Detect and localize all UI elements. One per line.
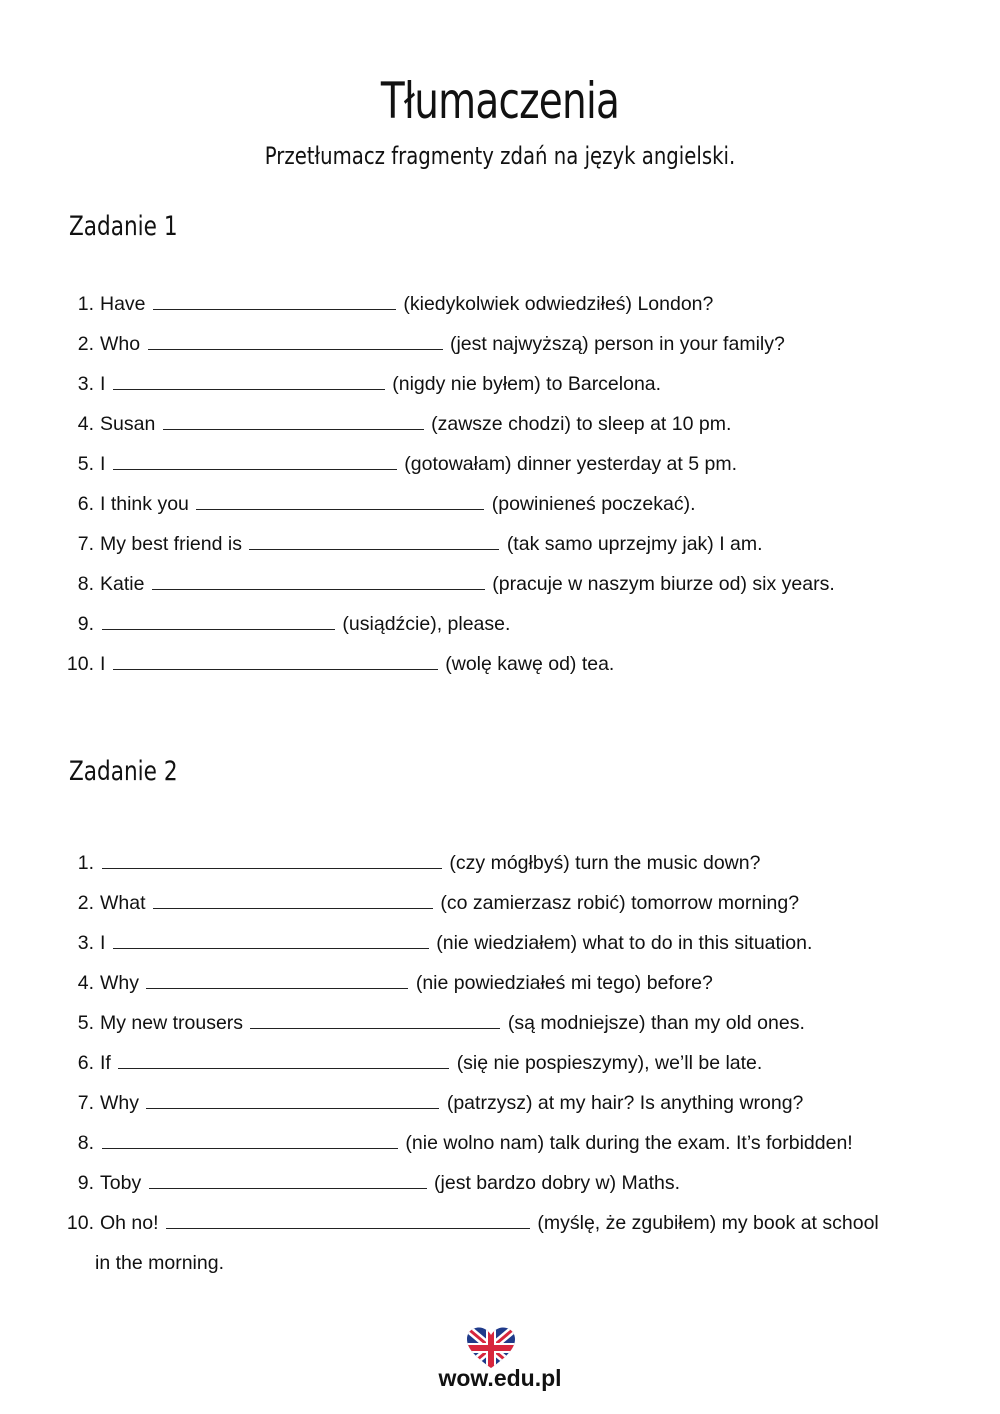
- exercise-item: [0, 404, 1000, 444]
- item-number: 8.: [77, 573, 94, 595]
- exercise-item: [0, 564, 1000, 604]
- sentence-end: (patrzysz) at my hair? Is anything wrong?: [446, 1092, 804, 1114]
- item-number: 9.: [77, 613, 94, 635]
- answer-blank[interactable]: [250, 1027, 500, 1029]
- exercise-item: [0, 524, 1000, 564]
- sentence-start: I: [100, 653, 106, 675]
- item-sentence: [95, 1203, 935, 1283]
- item-number: 7.: [77, 1092, 94, 1114]
- sentence-end: (nie powiedziałeś mi tego) before?: [415, 972, 713, 994]
- sentence-start: Who: [100, 333, 141, 355]
- sentence-start: I: [100, 453, 106, 475]
- sentence-end: (jest najwyższą) person in your family?: [449, 333, 785, 355]
- exercise-item: [0, 1203, 1000, 1283]
- item-sentence: [100, 324, 785, 364]
- exercise-item: [0, 644, 1000, 684]
- sentence-start: Why: [100, 972, 139, 994]
- item-number: 4.: [77, 972, 94, 994]
- sentence-end: (się nie pospieszymy), we’ll be late.: [456, 1052, 763, 1074]
- answer-blank[interactable]: [196, 508, 484, 510]
- item-number: 1.: [77, 293, 94, 315]
- item-sentence: [100, 1123, 853, 1163]
- item-sentence: [100, 484, 696, 524]
- sentence-start: Oh no!: [100, 1212, 159, 1234]
- item-number: 1.: [77, 852, 94, 874]
- item-number: 10.: [66, 653, 94, 675]
- item-sentence: [100, 444, 737, 484]
- item-sentence: [100, 963, 713, 1003]
- sentence-end: (wolę kawę od) tea.: [445, 653, 615, 675]
- item-number: 6.: [77, 1052, 94, 1074]
- item-number: 9.: [77, 1172, 94, 1194]
- exercise-item: [0, 604, 1000, 644]
- exercise-item: [0, 444, 1000, 484]
- item-sentence: [100, 364, 661, 404]
- page-subtitle: Przetłumacz fragmenty zdań na język angielski.: [264, 142, 736, 170]
- sentence-start: My best friend is: [100, 533, 242, 555]
- answer-blank[interactable]: [113, 947, 429, 949]
- exercise-item: [0, 1003, 1000, 1043]
- answer-blank[interactable]: [149, 1187, 427, 1189]
- sentence-end: (pracuje w naszym biurze od) six years.: [492, 573, 835, 595]
- sentence-end: (nigdy nie byłem) to Barcelona.: [392, 373, 662, 395]
- exercise-1-list: [0, 284, 1000, 684]
- exercise-item: [0, 284, 1000, 324]
- sentence-end: (są modniejsze) than my old ones.: [507, 1012, 805, 1034]
- item-sentence: [100, 1043, 762, 1083]
- exercise-item: [0, 484, 1000, 524]
- answer-blank[interactable]: [113, 388, 385, 390]
- sentence-end: (nie wiedziałem) what to do in this situation.: [436, 932, 813, 954]
- sentence-end: (zawsze chodzi) to sleep at 10 pm.: [431, 413, 732, 435]
- item-sentence: [100, 604, 510, 644]
- answer-blank[interactable]: [102, 867, 442, 869]
- exercise-item: [0, 963, 1000, 1003]
- answer-blank[interactable]: [249, 548, 499, 550]
- answer-blank[interactable]: [102, 628, 335, 630]
- answer-blank[interactable]: [113, 668, 438, 670]
- answer-blank[interactable]: [153, 308, 396, 310]
- exercise-2-heading: Zadanie 2: [69, 756, 178, 787]
- item-sentence: [100, 883, 799, 923]
- sentence-end: (tak samo uprzejmy jak) I am.: [506, 533, 763, 555]
- answer-blank[interactable]: [146, 987, 408, 989]
- item-number: 10.: [66, 1212, 94, 1234]
- item-sentence: [100, 923, 812, 963]
- sentence-start: I: [100, 932, 106, 954]
- exercise-item: [0, 364, 1000, 404]
- sentence-start: Toby: [100, 1172, 142, 1194]
- sentence-end: (czy mógłbyś) turn the music down?: [449, 852, 761, 874]
- item-number: 4.: [77, 413, 94, 435]
- sentence-end: (powinieneś poczekać).: [491, 493, 696, 515]
- answer-blank[interactable]: [148, 348, 443, 350]
- page-title: Tłumaczenia: [380, 72, 620, 130]
- sentence-start: Have: [100, 293, 146, 315]
- exercise-item: [0, 1083, 1000, 1123]
- sentence-start: Why: [100, 1092, 139, 1114]
- item-number: 2.: [77, 333, 94, 355]
- answer-blank[interactable]: [163, 428, 424, 430]
- item-number: 5.: [77, 1012, 94, 1034]
- item-number: 3.: [77, 373, 94, 395]
- answer-blank[interactable]: [166, 1227, 530, 1229]
- item-sentence: [100, 284, 713, 324]
- sentence-end: (gotowałam) dinner yesterday at 5 pm.: [404, 453, 738, 475]
- item-sentence: [100, 564, 835, 604]
- item-number: 6.: [77, 493, 94, 515]
- sentence-end: (kiedykolwiek odwiedziłeś) London?: [403, 293, 714, 315]
- sentence-continuation: in the morning.: [95, 1252, 224, 1274]
- answer-blank[interactable]: [152, 588, 485, 590]
- item-number: 8.: [77, 1132, 94, 1154]
- sentence-start: I: [100, 373, 106, 395]
- item-sentence: [100, 404, 731, 444]
- item-sentence: [100, 1163, 680, 1203]
- exercise-1-heading: Zadanie 1: [69, 211, 178, 242]
- exercise-item: [0, 883, 1000, 923]
- sentence-start: My new trousers: [100, 1012, 244, 1034]
- exercise-item: [0, 1163, 1000, 1203]
- sentence-start: Katie: [100, 573, 145, 595]
- item-sentence: [100, 843, 760, 883]
- answer-blank[interactable]: [153, 907, 433, 909]
- sentence-end: (usiądźcie), please.: [342, 613, 511, 635]
- sentence-end: (nie wolno nam) talk during the exam. It’s forbidden!: [405, 1132, 853, 1154]
- sentence-start: Susan: [100, 413, 156, 435]
- sentence-end: (myślę, że zgubiłem) my book at school: [537, 1212, 879, 1234]
- item-number: 5.: [77, 453, 94, 475]
- sentence-end: (co zamierzasz robić) tomorrow morning?: [440, 892, 800, 914]
- answer-blank[interactable]: [118, 1067, 449, 1069]
- sentence-start: I think you: [100, 493, 189, 515]
- item-number: 2.: [77, 892, 94, 914]
- item-number: 3.: [77, 932, 94, 954]
- exercise-2-list: [0, 843, 1000, 1283]
- item-number: 7.: [77, 533, 94, 555]
- exercise-item: [0, 1123, 1000, 1163]
- item-sentence: [100, 1003, 805, 1043]
- exercise-item: [0, 843, 1000, 883]
- answer-blank[interactable]: [113, 468, 397, 470]
- answer-blank[interactable]: [146, 1107, 439, 1109]
- answer-blank[interactable]: [102, 1147, 398, 1149]
- exercise-item: [0, 324, 1000, 364]
- item-sentence: [100, 524, 763, 564]
- item-sentence: [100, 644, 614, 684]
- footer-site-name: wow.edu.pl: [438, 1365, 562, 1391]
- exercise-item: [0, 1043, 1000, 1083]
- sentence-start: If: [100, 1052, 111, 1074]
- item-sentence: [100, 1083, 803, 1123]
- exercise-item: [0, 923, 1000, 963]
- sentence-end: (jest bardzo dobry w) Maths.: [434, 1172, 681, 1194]
- sentence-start: What: [100, 892, 146, 914]
